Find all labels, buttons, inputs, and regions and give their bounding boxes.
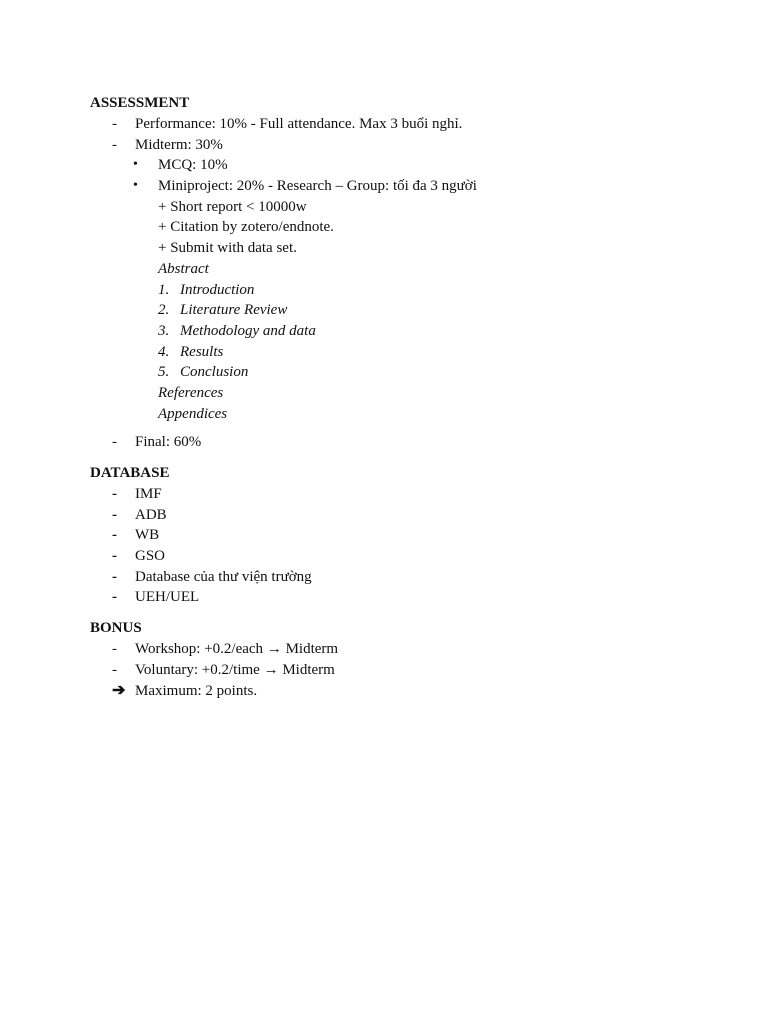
- database-item: [90, 505, 710, 526]
- database-heading: DATABASE: [90, 465, 170, 481]
- structure-appendices: [90, 404, 710, 425]
- voluntary-target: Midterm: [282, 661, 335, 678]
- section-item: [90, 321, 710, 342]
- document-page: [90, 93, 710, 701]
- bonus-maximum: [90, 681, 710, 702]
- voluntary-line: [135, 660, 335, 681]
- dash-marker: -: [112, 568, 117, 585]
- database-item-text: IMF: [135, 486, 162, 502]
- bonus-item-voluntary: [90, 660, 710, 681]
- database-item: [90, 567, 710, 588]
- requirement-line: [90, 217, 710, 238]
- section-number: 2.: [158, 302, 170, 319]
- midterm-text: Midterm: 30%: [135, 136, 223, 153]
- bullet-marker: •: [133, 157, 138, 173]
- list-item-mcq: [90, 155, 710, 176]
- right-arrow-icon: →: [266, 641, 282, 658]
- requirement-short-report: + Short report < 10000w: [158, 198, 307, 215]
- database-item-text: WB: [135, 527, 160, 544]
- dash-marker: -: [112, 486, 117, 502]
- section-item: [90, 342, 710, 363]
- references-text: References: [158, 384, 224, 401]
- database-item-text: GSO: [135, 548, 166, 565]
- miniproject-text: Miniproject: 20% - Research – Group: tối đa 3 người: [158, 178, 477, 195]
- database-item: [90, 484, 710, 505]
- workshop-text: Workshop: +0.2/each: [135, 641, 264, 658]
- structure-abstract: [90, 259, 710, 280]
- assessment-heading: ASSESSMENT: [90, 95, 190, 111]
- abstract-text: Abstract: [158, 260, 209, 277]
- right-arrow-icon: →: [263, 661, 279, 678]
- bonus-heading: BONUS: [90, 620, 142, 637]
- bonus-item-workshop: [90, 639, 710, 660]
- section-number: 1.: [158, 281, 170, 298]
- list-item-performance: [90, 114, 710, 135]
- section-number: 4.: [158, 343, 170, 360]
- database-item: [90, 587, 710, 608]
- database-item: [90, 525, 710, 546]
- requirement-line: [90, 238, 710, 259]
- list-item-midterm: [90, 135, 710, 156]
- dash-marker: -: [112, 548, 117, 565]
- voluntary-text: Voluntary: +0.2/time: [135, 661, 260, 678]
- dash-marker: -: [112, 136, 117, 153]
- section-label: Literature Review: [180, 302, 288, 319]
- dash-marker: -: [112, 527, 117, 544]
- performance-text: Performance: 10% - Full attendance. Max 3 buổi nghỉ.: [135, 116, 463, 132]
- requirement-citation: + Citation by zotero/endnote.: [158, 219, 334, 236]
- section-label: Introduction: [180, 281, 255, 298]
- section-item: [90, 280, 710, 301]
- workshop-target: Midterm: [285, 641, 339, 658]
- mcq-text: MCQ: 10%: [158, 157, 228, 174]
- workshop-line: [135, 639, 338, 660]
- section-label: Methodology and data: [180, 322, 316, 339]
- dash-marker: -: [112, 506, 117, 523]
- final-text: Final: 60%: [135, 434, 202, 451]
- list-item-final: [90, 432, 710, 453]
- section-item: [90, 300, 710, 321]
- dash-marker: -: [112, 589, 117, 606]
- dash-marker: -: [112, 434, 117, 451]
- bullet-marker: •: [133, 178, 138, 194]
- list-item-miniproject: [90, 176, 710, 197]
- requirement-submit: + Submit with data set.: [158, 240, 297, 257]
- database-item: [90, 546, 710, 567]
- database-item-text: UEH/UEL: [135, 589, 200, 606]
- bold-right-arrow-icon: ➔: [112, 681, 126, 699]
- structure-references: [90, 383, 710, 404]
- requirement-line: [90, 197, 710, 218]
- dash-marker: -: [112, 661, 117, 678]
- section-label: Results: [180, 343, 224, 360]
- section-number: 5.: [158, 364, 170, 381]
- dash-marker: -: [112, 116, 117, 132]
- dash-marker: -: [112, 641, 117, 658]
- maximum-text: Maximum: 2 points.: [135, 682, 258, 699]
- section-item: [90, 362, 710, 383]
- section-label: Conclusion: [180, 364, 249, 381]
- database-item-text: Database của thư viện trường: [135, 568, 312, 585]
- section-number: 3.: [158, 322, 170, 339]
- database-item-text: ADB: [135, 506, 167, 523]
- appendices-text: Appendices: [158, 405, 228, 422]
